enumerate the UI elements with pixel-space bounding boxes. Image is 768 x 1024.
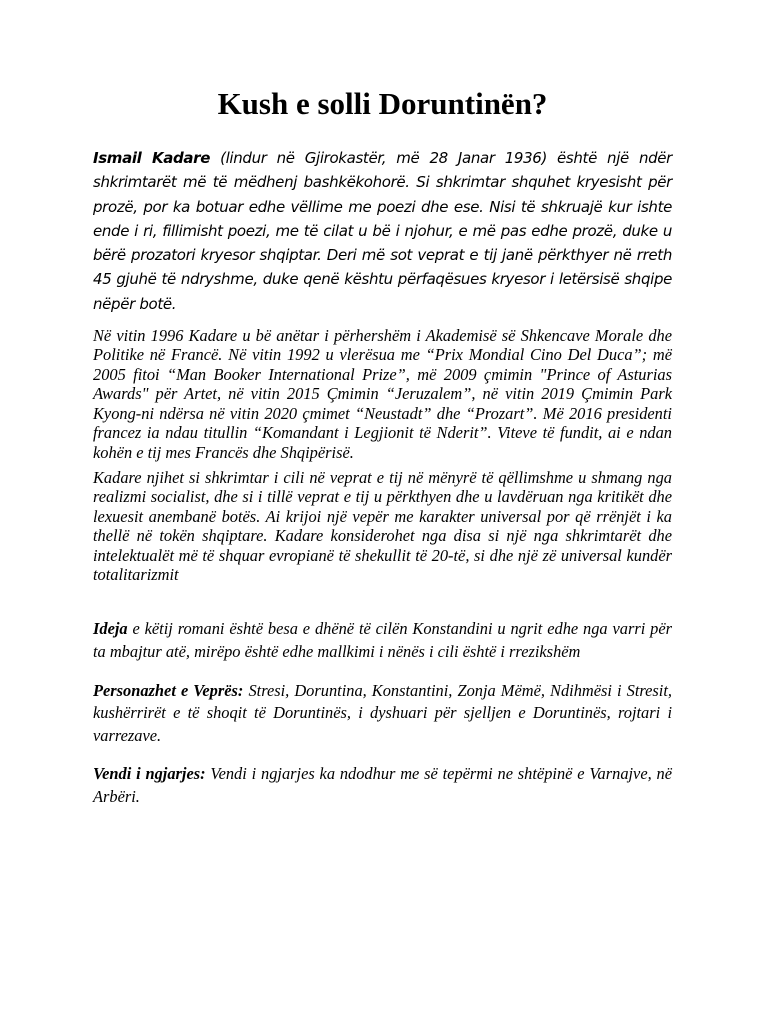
paragraph-text: (lindur në Gjirokastër, më 28 Janar 1936) është një ndër shkrimtarët më të mëdhenj bashkëkohorë. Si shkrimtar shquhet kryesisht për prozë, por ka botuar edhe vëllime me poezi dhe ese. Nisi të shkruajë kur ishte ende i ri, fillimisht poezi, me të cilat u bë i njohur, e më pas edhe prozë, duke u bërë prozatori kryesor shqiptar. Deri më sot veprat e tij janë përkthyer në rreth 45 gjuhë të ndryshme, duke qenë kështu përfaqësues kryesor i letërsisë shqipe nëpër botë. [93,149,672,313]
paragraph-author-bio [93,146,672,316]
paragraph-characters [93,680,672,748]
paragraph-awards [93,326,672,462]
paragraph-text: e këtij romani është besa e dhënë të cilën Konstandini u ngrit edhe nga varri për ta mbajtur atë, mirëpo është edhe mallkimi i nënës i cili është i rrezikshëm [93,619,672,661]
paragraph-lead: Personazhet e Veprës: [93,680,244,700]
paragraph-text: Në vitin 1996 Kadare u bë anëtar i përhershëm i Akademisë së Shkencave Morale dhe Politike në Francë. Në vitin 1992 u vlerësua me “Prix Mondial Cino Del Duca”; më 2005 fitoi “Man Booker International Prize”, më 2009 çmimin "Prince of Asturias Awards" për Artet, në vitin 2015 Çmimin “Jeruzalem”, në vitin 2019 Çmimin Park Kyong-ni ndërsa në vitin 2020 çmimet “Neustadt” dhe “Prozart”. Më 2016 presidenti francez ia ndau titullin “Komandant i Legjionit të Nderit”. Viteve të fundit, ai e ndan kohën e tij mes Francës dhe Shqipërisë. [93,326,672,462]
paragraph-idea [93,618,672,663]
document-title: Kush e solli Doruntinën? [217,86,548,121]
paragraph-setting [93,763,672,808]
paragraph-text: Kadare njihet si shkrimtar i cili në veprat e tij në mënyrë të qëllimshme u shmang nga realizmi socialist, dhe si i tillë veprat e tij u përkthyen dhe u lavdëruan nga kritikët dhe lexuesit anembanë botës. Ai krijoi një vepër me karakter universal por që rrënjët i ka thellë në tokën shqiptare. Kadare konsiderohet nga disa si një nga shkrimtarët dhe intelektualët më të shquar evropianë të shekullit të 20-të, si dhe një zë universal kundër totalitarizmit [93,467,672,584]
paragraph-lead: Ideja [93,619,128,639]
paragraph-lead: Ismail Kadare [93,149,211,167]
paragraph-text: Vendi i ngjarjes ka ndodhur me së tepërmi ne shtëpinë e Varnajve, në Arbëri. [93,764,673,806]
paragraph-text: Stresi, Doruntina, Konstantini, Zonja Mëmë, Ndihmësi i Stresit, kushërrirët e të shoqit të Doruntinës, i dyshuari për sjelljen e Doruntinës, rojtari i varrezave. [93,680,672,745]
paragraph-reputation [93,468,672,584]
paragraph-lead: Vendi i ngjarjes: [93,764,206,784]
